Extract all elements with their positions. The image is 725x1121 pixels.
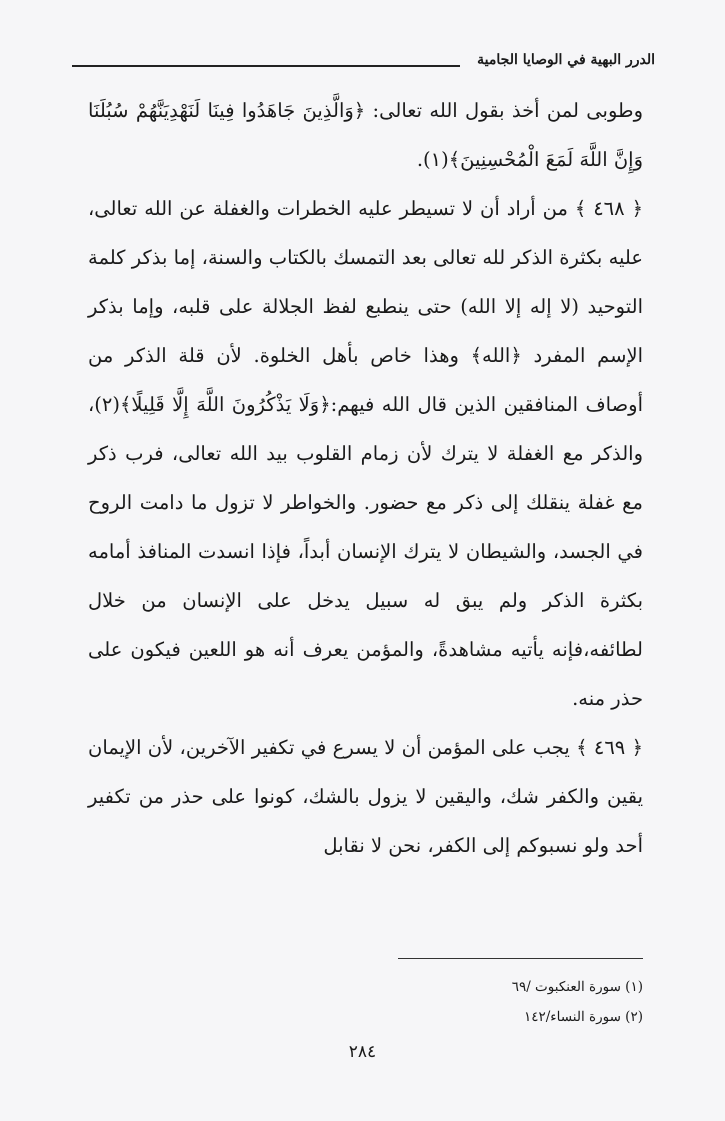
footnotes bbox=[200, 972, 643, 1032]
header-rule bbox=[72, 65, 460, 67]
footnote-separator bbox=[398, 958, 643, 959]
footnote-1: (١) سورة العنكبوت /٦٩ bbox=[511, 979, 643, 995]
paragraph-intro: وطوبى لمن أخذ بقول الله تعالى: ﴿وَالَّذِينَ جَاهَدُوا فِينَا لَنَهْدِيَنَّهُمْ سُبُلَنَا وَإِنَّ اللَّهَ لَمَعَ الْمُحْسِنِينَ﴾(١). bbox=[88, 99, 643, 171]
running-header bbox=[72, 50, 655, 76]
paragraph-468: ﴿ ٤٦٨ ﴾ من أراد أن لا تسيطر عليه الخطرات والغفلة عن الله تعالى، عليه بكثرة الذكر لله تعالى بعد التمسك بالكتاب والسنة، إما بذكر كلمة التوحيد (لا إله إلا الله) حتى ينطبع لفظ الجلالة على قلبه، وإما بذكر الإسم المفرد ﴿الله﴾ وهذا خاص بأهل الخلوة. لأن قلة الذكر من أوصاف المنافقين الذين قال الله فيهم:﴿وَلَا يَذْكُرُونَ اللَّهَ إِلَّا قَلِيلًا﴾(٢)، والذكر مع الغفلة لا يترك لأن زمام القلوب بيد الله تعالى، فرب ذكر مع غفلة ينقلك إلى ذكر مع حضور. والخواطر لا تزول ما دامت الروح في الجسد، والشيطان لا يترك الإنسان أبداً، فإذا انسدت المنافذ أمامه بكثرة الذكر ولم يبق له سبيل يدخل على الإنسان من خلال لطائفه،فإنه يأتيه مشاهدةً، والمؤمن يعرف أنه هو اللعين فيكون على حذر منه. bbox=[88, 197, 643, 710]
paragraph-469: ﴿ ٤٦٩ ﴾ يجب على المؤمن أن لا يسرع في تكفير الآخرين، لأن الإيمان يقين والكفر شك، واليقين لا يزول بالشك، كونوا على حذر من تكفير أحد ولو نسبوكم إلى الكفر، نحن لا نقابل bbox=[88, 736, 643, 857]
book-title: الدرر البهية في الوصايا الجامية bbox=[477, 52, 655, 68]
page-number: ٢٨٤ bbox=[348, 1042, 377, 1062]
main-text bbox=[88, 86, 643, 870]
footnote-2: (٢) سورة النساء/١٤٢ bbox=[523, 1009, 643, 1025]
